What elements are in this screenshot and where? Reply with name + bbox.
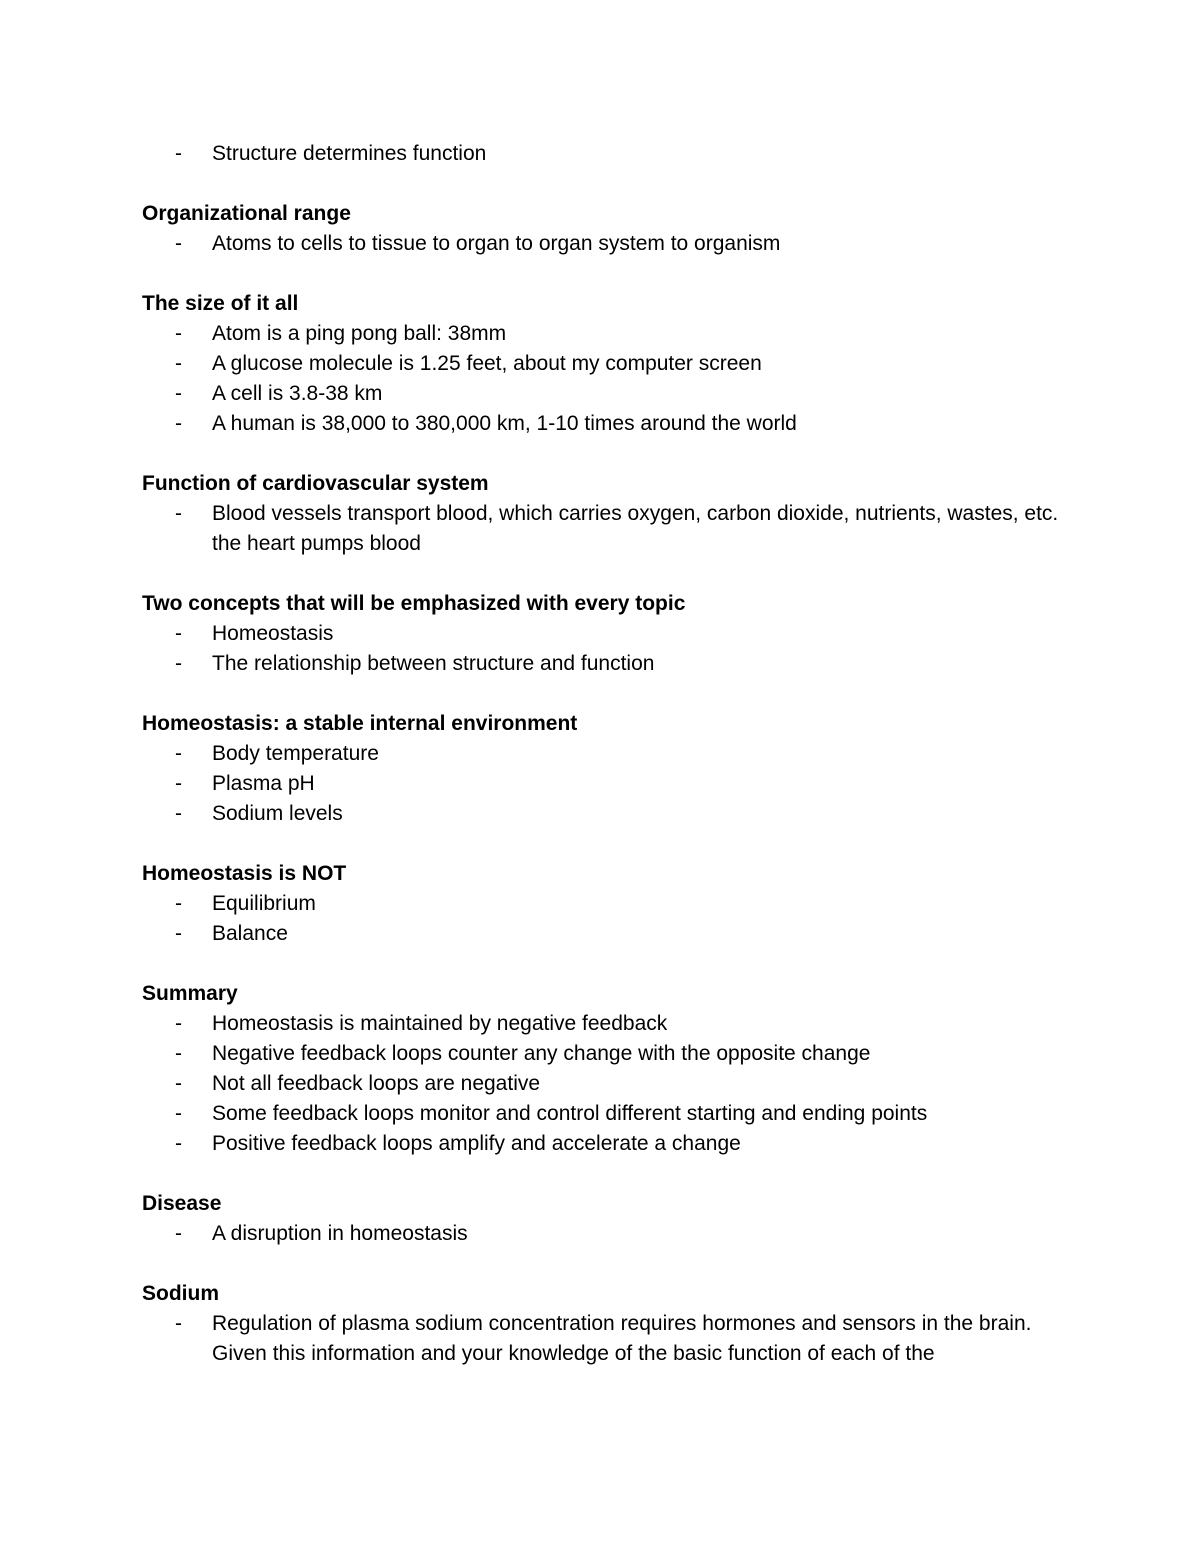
list-item-text: Body temperature	[212, 742, 379, 765]
section-sodium	[142, 1279, 1062, 1369]
bullet-dash: -	[175, 382, 182, 405]
list-item-text: Positive feedback loops amplify and accelerate a change	[212, 1132, 741, 1155]
list-item	[142, 1309, 1062, 1369]
section-homeostasis-stable	[142, 709, 1062, 829]
section-size-of-it-all	[142, 289, 1062, 439]
list-item	[142, 1069, 1062, 1099]
list-item	[142, 1009, 1062, 1039]
list-item-text: Atoms to cells to tissue to organ to organ system to organism	[212, 232, 781, 255]
bullet-dash: -	[175, 742, 182, 765]
list-item	[142, 799, 1062, 829]
bullet-dash: -	[175, 892, 182, 915]
list-item-text: Sodium levels	[212, 802, 343, 825]
list-item	[142, 229, 1062, 259]
list-item	[142, 739, 1062, 769]
bullet-dash: -	[175, 772, 182, 795]
bullet-list	[142, 139, 1062, 169]
bullet-dash: -	[175, 1102, 182, 1125]
bullet-dash: -	[175, 922, 182, 945]
list-item	[142, 1129, 1062, 1159]
bullet-dash: -	[175, 1072, 182, 1095]
bullet-dash: -	[175, 1222, 182, 1245]
section-cardiovascular-function	[142, 469, 1062, 559]
bullet-list	[142, 739, 1062, 829]
list-item	[142, 349, 1062, 379]
section-heading: Two concepts that will be emphasized with every topic	[142, 592, 686, 615]
section-heading: Function of cardiovascular system	[142, 472, 489, 495]
section-summary	[142, 979, 1062, 1159]
section-heading: Homeostasis is NOT	[142, 862, 347, 885]
bullet-list	[142, 1219, 1062, 1249]
document-body	[142, 139, 1062, 1369]
bullet-dash: -	[175, 232, 182, 255]
list-item-text: A disruption in homeostasis	[212, 1222, 468, 1245]
list-item-text: Negative feedback loops counter any change with the opposite change	[212, 1042, 871, 1065]
section-heading: Homeostasis: a stable internal environment	[142, 712, 578, 735]
section-two-concepts	[142, 589, 1062, 679]
list-item-text: Some feedback loops monitor and control different starting and ending points	[212, 1102, 928, 1125]
section-disease	[142, 1189, 1062, 1249]
list-item	[142, 319, 1062, 349]
list-item-text: Homeostasis is maintained by negative feedback	[212, 1012, 668, 1035]
bullet-dash: -	[175, 1012, 182, 1035]
bullet-list	[142, 1009, 1062, 1159]
list-item-text: Regulation of plasma sodium concentration requires hormones and sensors in the brain. Given this information and your knowledge of the basic function of each of the	[212, 1312, 1032, 1365]
list-item-text: Not all feedback loops are negative	[212, 1072, 541, 1095]
list-item	[142, 379, 1062, 409]
list-item	[142, 409, 1062, 439]
section-heading: Summary	[142, 982, 238, 1005]
bullet-dash: -	[175, 622, 182, 645]
list-item-text: Balance	[212, 922, 288, 945]
list-item-text: A human is 38,000 to 380,000 km, 1-10 times around the world	[212, 412, 797, 435]
bullet-dash: -	[175, 352, 182, 375]
section-homeostasis-not	[142, 859, 1062, 949]
bullet-list	[142, 1309, 1062, 1369]
bullet-list	[142, 889, 1062, 949]
bullet-list	[142, 229, 1062, 259]
list-item	[142, 139, 1062, 169]
section-heading: Organizational range	[142, 202, 351, 225]
list-item	[142, 1039, 1062, 1069]
bullet-dash: -	[175, 802, 182, 825]
bullet-dash: -	[175, 1312, 182, 1335]
bullet-dash: -	[175, 502, 182, 525]
bullet-dash: -	[175, 412, 182, 435]
list-item-text: Equilibrium	[212, 892, 316, 915]
bullet-list	[142, 619, 1062, 679]
list-item-text: Plasma pH	[212, 772, 315, 795]
bullet-list	[142, 499, 1062, 559]
bullet-list	[142, 319, 1062, 439]
list-item-text: Blood vessels transport blood, which carries oxygen, carbon dioxide, nutrients, wastes, etc. the heart pumps blood	[212, 502, 1059, 555]
bullet-dash: -	[175, 1132, 182, 1155]
list-item	[142, 499, 1062, 559]
list-item-text: Homeostasis	[212, 622, 334, 645]
list-item	[142, 889, 1062, 919]
list-item	[142, 619, 1062, 649]
section-organizational-range	[142, 199, 1062, 259]
bullet-dash: -	[175, 142, 182, 165]
section-heading: Sodium	[142, 1282, 219, 1305]
list-item-text: A cell is 3.8-38 km	[212, 382, 383, 405]
section-heading: The size of it all	[142, 292, 299, 315]
list-item-text: A glucose molecule is 1.25 feet, about my computer screen	[212, 352, 762, 375]
list-item-text: The relationship between structure and function	[212, 652, 655, 675]
section-intro	[142, 139, 1062, 169]
bullet-dash: -	[175, 1042, 182, 1065]
list-item	[142, 769, 1062, 799]
section-heading: Disease	[142, 1192, 222, 1215]
bullet-dash: -	[175, 652, 182, 675]
list-item	[142, 1219, 1062, 1249]
list-item	[142, 1099, 1062, 1129]
list-item-text: Atom is a ping pong ball: 38mm	[212, 322, 507, 345]
bullet-dash: -	[175, 322, 182, 345]
list-item	[142, 649, 1062, 679]
list-item-text: Structure determines function	[212, 142, 487, 165]
list-item	[142, 919, 1062, 949]
